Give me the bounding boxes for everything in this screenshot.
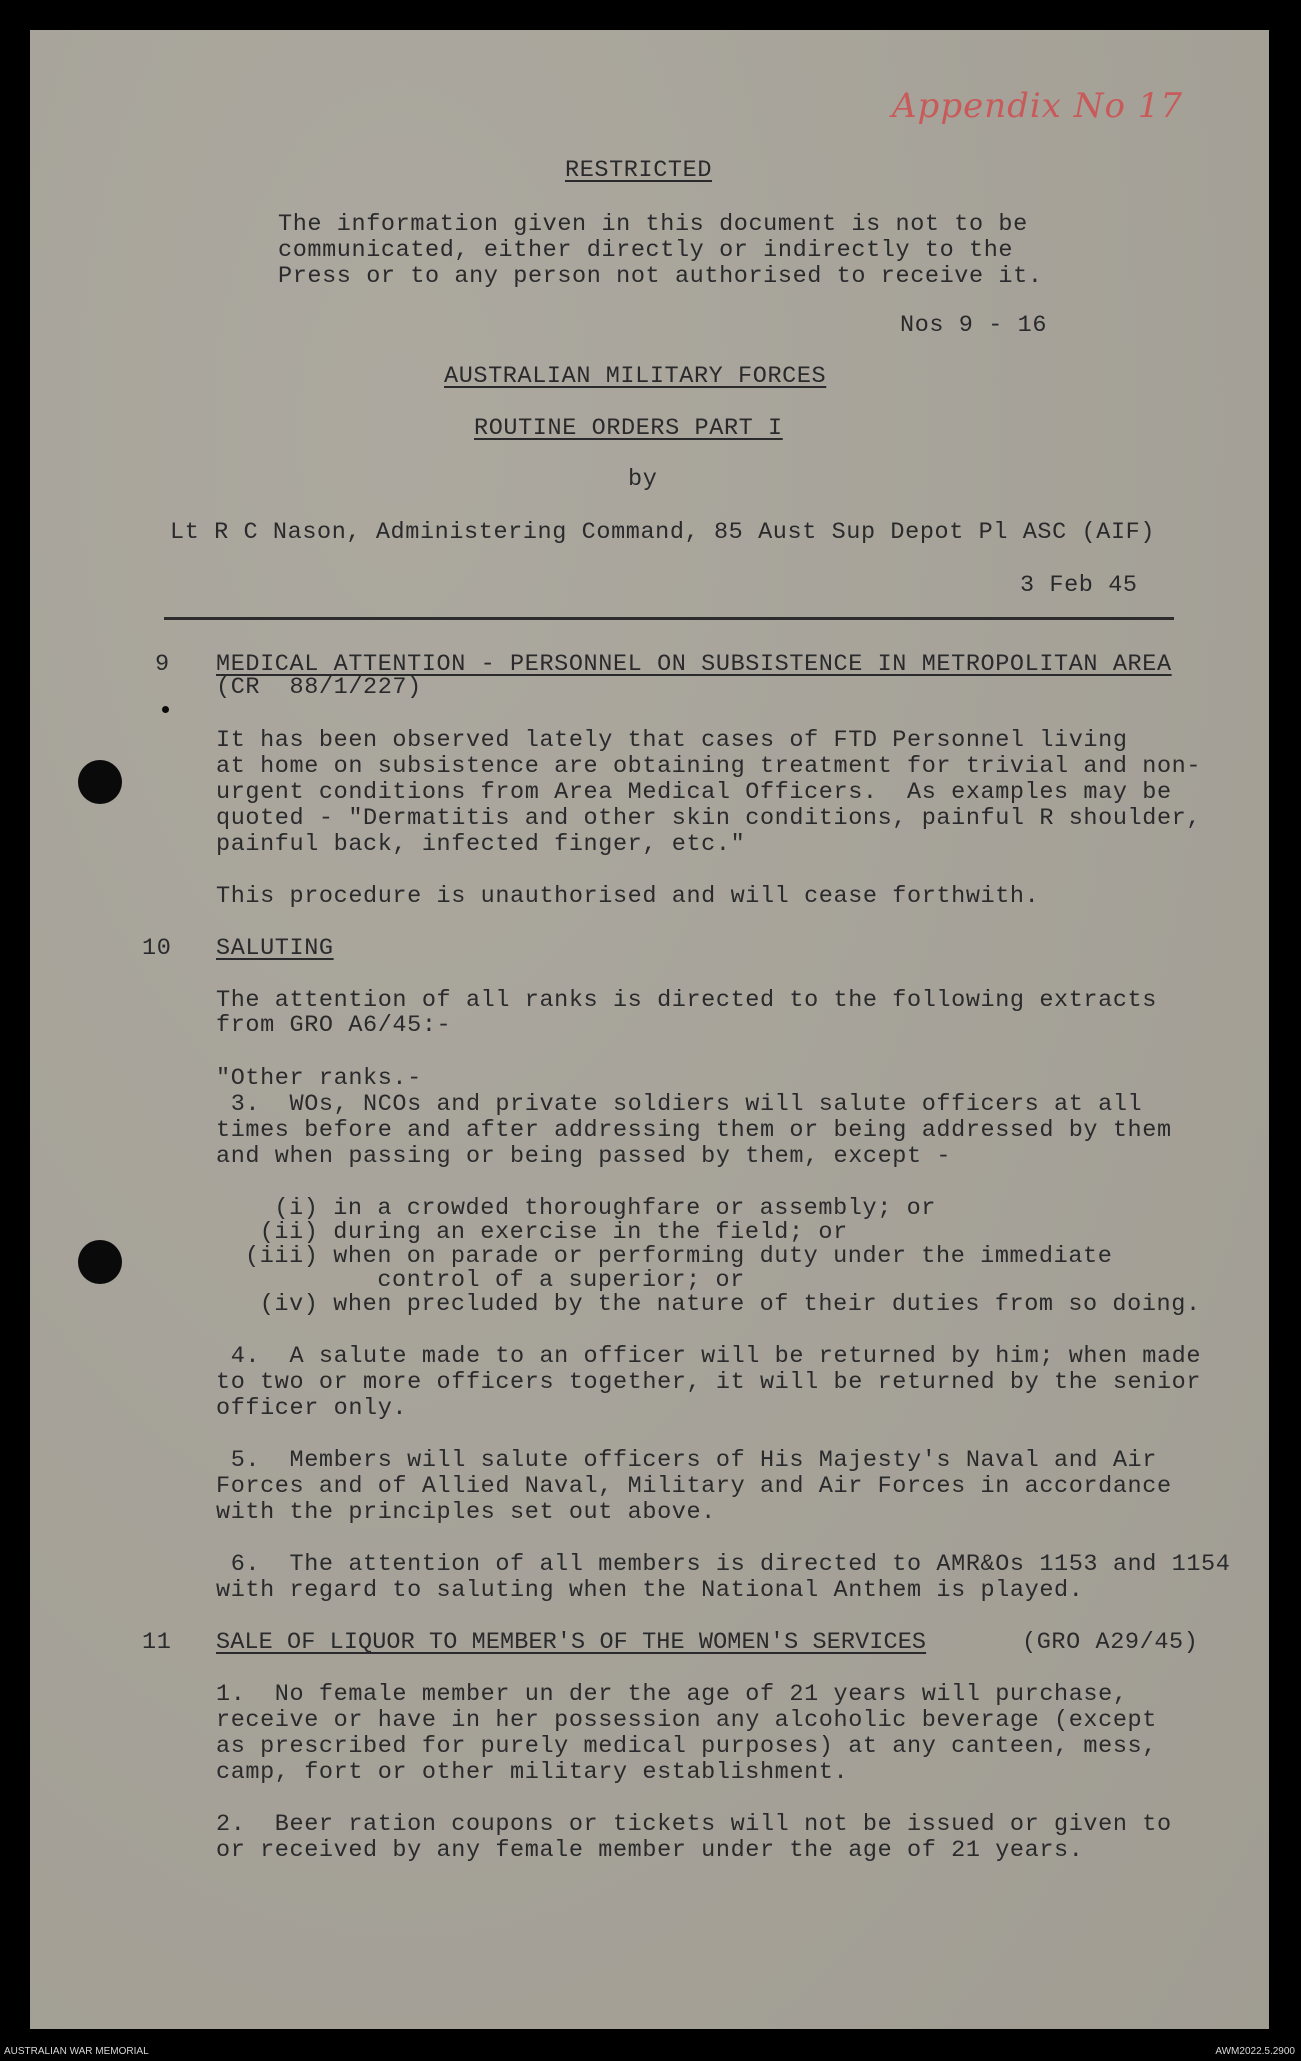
item-10-p3-line: 3. WOs, NCOs and private soldiers will salute officers at all	[216, 1091, 1143, 1118]
item-11-p2-line: or received by any female member under the age of 21 years.	[216, 1837, 1084, 1864]
orders-title: ROUTINE ORDERS PART I	[474, 415, 783, 442]
authority-line: Lt R C Nason, Administering Command, 85 Aust Sup Depot Pl ASC (AIF)	[170, 519, 1156, 546]
item-number-9: 9	[155, 651, 170, 678]
item-9-para1-line: quoted - "Dermatitis and other skin conditions, painful R shoulder,	[216, 805, 1202, 832]
item-9-ref: (CR 88/1/227)	[216, 674, 422, 701]
item-10-p4-line: to two or more officers together, it will be returned by the senior	[216, 1369, 1202, 1396]
exception-item: (iv) when precluded by the nature of their duties from so doing.	[245, 1291, 1201, 1318]
item-10-p6-line: with regard to saluting when the National Anthem is played.	[216, 1577, 1084, 1604]
item-10-heading: SALUTING	[216, 935, 334, 962]
punch-hole	[78, 1240, 122, 1284]
item-10-p6-line: 6. The attention of all members is directed to AMR&Os 1153 and 1154	[216, 1551, 1231, 1578]
item-10-p3-line: and when passing or being passed by them, except -	[216, 1143, 952, 1170]
item-9-para1-line: urgent conditions from Area Medical Officers. As examples may be	[216, 779, 1172, 806]
by-line: by	[628, 466, 658, 493]
item-11-p2-line: 2. Beer ration coupons or tickets will not be issued or given to	[216, 1811, 1172, 1838]
item-10-intro-line: The attention of all ranks is directed to the following extracts	[216, 987, 1157, 1014]
item-11-heading: SALE OF LIQUOR TO MEMBER'S OF THE WOMEN'S SERVICES	[216, 1629, 927, 1656]
document-date: 3 Feb 45	[1020, 572, 1138, 599]
exception-item: control of a superior; or	[245, 1267, 745, 1294]
item-11-p1-line: receive or have in her possession any alcoholic beverage (except	[216, 1707, 1157, 1734]
notice-line-1: The information given in this document is not to be	[278, 211, 1028, 238]
item-11-ref: (GRO A29/45)	[1022, 1629, 1199, 1656]
item-11-p1-line: camp, fort or other military establishment.	[216, 1759, 849, 1786]
small-mark	[162, 706, 169, 713]
forces-title: AUSTRALIAN MILITARY FORCES	[444, 363, 827, 390]
exception-item: (iii) when on parade or performing duty under the immediate	[245, 1243, 1113, 1270]
item-11-p1-line: as prescribed for purely medical purposes) at any canteen, mess,	[216, 1733, 1157, 1760]
order-numbers: Nos 9 - 16	[900, 312, 1048, 339]
item-10-p3-line: times before and after addressing them or being addressed by them	[216, 1117, 1172, 1144]
exception-item: (ii) during an exercise in the field; or	[245, 1219, 848, 1246]
handwritten-annotation: Appendix No 17	[892, 86, 1184, 126]
punch-hole	[78, 760, 122, 804]
notice-line-3: Press or to any person not authorised to receive it.	[278, 263, 1043, 290]
item-10-intro-line: from GRO A6/45:-	[216, 1012, 452, 1039]
item-10-p5-line: 5. Members will salute officers of His Majesty's Naval and Air	[216, 1447, 1157, 1474]
item-9-para1-line: It has been observed lately that cases of FTD Personnel living	[216, 727, 1128, 754]
item-number-11: 11	[142, 1629, 172, 1656]
header-divider	[164, 617, 1174, 620]
item-10-p4-line: 4. A salute made to an officer will be returned by him; when made	[216, 1343, 1202, 1370]
item-9-para2: This procedure is unauthorised and will cease forthwith.	[216, 883, 1040, 910]
exception-item: (i) in a crowded thoroughfare or assembly; or	[245, 1195, 937, 1222]
footer-accession: AWM2022.5.2900	[1215, 2046, 1295, 2057]
other-ranks-heading: "Other ranks.-	[216, 1065, 422, 1092]
item-9-para1-line: painful back, infected finger, etc."	[216, 831, 746, 858]
item-9-para1-line: at home on subsistence are obtaining treatment for trivial and non-	[216, 753, 1202, 780]
footer-source: AUSTRALIAN WAR MEMORIAL	[4, 2046, 149, 2057]
item-10-p5-line: with the principles set out above.	[216, 1499, 716, 1526]
restricted-heading: RESTRICTED	[565, 157, 713, 184]
item-9-heading: MEDICAL ATTENTION - PERSONNEL ON SUBSISTENCE IN METROPOLITAN AREA	[216, 651, 1172, 678]
item-10-p5-line: Forces and of Allied Naval, Military and Air Forces in accordance	[216, 1473, 1172, 1500]
notice-line-2: communicated, either directly or indirectly to the	[278, 237, 1014, 264]
item-number-10: 10	[142, 935, 172, 962]
item-10-p4-line: officer only.	[216, 1395, 408, 1422]
item-11-p1-line: 1. No female member un der the age of 21 years will purchase,	[216, 1681, 1128, 1708]
document-page	[30, 30, 1269, 2029]
